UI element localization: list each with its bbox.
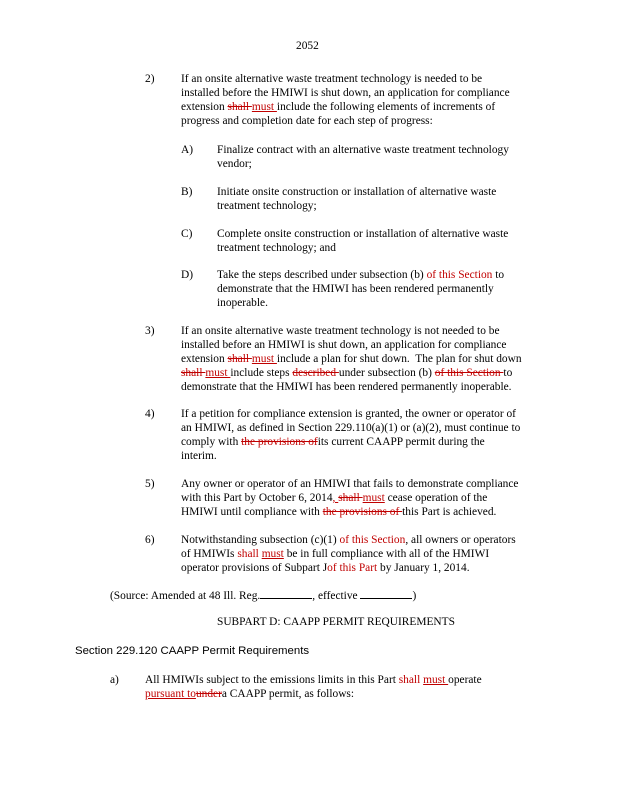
text-segment: cease operation of the — [384, 492, 488, 504]
deleted-text: the provisions of — [322, 506, 403, 518]
text-segment: demonstrate that the HMIWI has been rendered permanently inoperable. — [181, 381, 512, 393]
list-item-number: 3) — [145, 325, 155, 337]
text-segment: inoperable. — [217, 297, 268, 309]
inserted-text: , — [332, 492, 339, 504]
text-segment: interim. — [181, 450, 217, 462]
text-line — [181, 352, 522, 366]
amended-text: of this Part — [327, 562, 378, 574]
list-item-text — [217, 268, 504, 310]
subpart-heading: SUBPART D: CAAPP PERMIT REQUIREMENTS — [217, 616, 455, 628]
inserted-text: must — [251, 353, 277, 365]
text-segment: extension — [181, 101, 228, 113]
text-segment: Finalize contract with an alternative waste treatment technology — [217, 144, 509, 156]
deleted-text: of this Section — [434, 367, 504, 379]
text-segment: comply with — [181, 436, 242, 448]
text-line — [181, 100, 510, 114]
amended-text: of this Section — [426, 269, 493, 281]
list-item-number: A) — [181, 144, 194, 156]
text-line — [181, 421, 520, 435]
inserted-text: must — [251, 101, 277, 113]
text-segment: treatment technology; and — [217, 242, 336, 254]
section-heading: Section 229.120 CAAPP Permit Requirements — [75, 645, 310, 657]
list-item-number: C) — [181, 228, 193, 240]
inserted-text: pursuant to — [145, 688, 196, 700]
text-line — [181, 338, 522, 352]
text-segment: All HMIWIs subject to the emissions limits in this Part — [145, 674, 399, 686]
text-segment: Any owner or operator of an HMIWI that fails to demonstrate compliance — [181, 478, 519, 490]
text-segment: under subsection (b) — [338, 367, 435, 379]
text-line — [217, 227, 508, 241]
text-segment: of HMIWIs — [181, 548, 238, 560]
item-a-text — [145, 673, 482, 701]
deleted-text: shall — [227, 353, 252, 365]
text-segment: include steps — [230, 367, 293, 379]
list-item-number: 5) — [145, 478, 155, 490]
list-item-number: 2) — [145, 73, 155, 85]
deleted-text: the provisions of — [241, 436, 318, 448]
list-item-text — [217, 185, 496, 213]
effective-date-blank — [360, 587, 412, 599]
text-segment: , all owners or operators — [405, 534, 516, 546]
amended-text: of this Section — [339, 534, 406, 546]
text-segment: treatment technology; — [217, 200, 317, 212]
text-line — [217, 268, 504, 282]
text-line — [217, 185, 496, 199]
inserted-text: must — [261, 548, 284, 560]
text-segment: to — [492, 269, 505, 281]
text-line — [145, 687, 482, 701]
text-line — [181, 380, 522, 394]
list-item-number: 6) — [145, 534, 155, 546]
text-line — [181, 114, 510, 128]
text-line — [181, 449, 520, 463]
deleted-text: shall — [181, 367, 206, 379]
text-line — [217, 296, 504, 310]
list-item-text — [181, 324, 522, 394]
list-item-number: 4) — [145, 408, 155, 420]
text-line — [217, 241, 508, 255]
text-line — [181, 72, 510, 86]
deleted-text: shall — [227, 101, 252, 113]
source-text-after: ) — [412, 590, 417, 602]
list-item-text — [181, 72, 510, 128]
text-line — [181, 561, 516, 575]
deleted-text: shall — [338, 492, 363, 504]
text-line — [181, 435, 520, 449]
inserted-text: must — [362, 492, 385, 504]
deleted-text: described — [292, 367, 339, 379]
text-line — [181, 407, 520, 421]
text-segment: HMIWI until compliance with — [181, 506, 323, 518]
amended-text: shall — [398, 674, 424, 686]
text-line — [217, 157, 509, 171]
list-item-number: B) — [181, 186, 193, 198]
source-text-before: (Source: Amended at 48 Ill. Reg. — [110, 590, 261, 602]
inserted-text: must — [205, 367, 231, 379]
text-segment: to — [503, 367, 513, 379]
text-line — [181, 477, 519, 491]
item-a-number: a) — [110, 674, 119, 686]
list-item-text — [181, 407, 520, 463]
text-line — [145, 673, 482, 687]
source-text-middle: , effective — [312, 590, 361, 602]
page-number: 2052 — [296, 40, 319, 52]
text-segment: Take the steps described under subsection (b) — [217, 269, 427, 281]
text-segment: demonstrate that the HMIWI has been rendered permanently — [217, 283, 494, 295]
text-line — [181, 547, 516, 561]
text-segment: If a petition for compliance extension is granted, the owner or operator of — [181, 408, 516, 420]
text-segment: If an onsite alternative waste treatment technology is needed to be — [181, 73, 483, 85]
text-segment: Complete onsite construction or installation of alternative waste — [217, 228, 509, 240]
text-segment: installed before the HMIWI is shut down, an application for compliance — [181, 87, 510, 99]
text-segment: its current CAAPP permit during the — [317, 436, 485, 448]
text-segment: extension — [181, 353, 228, 365]
text-segment: a CAAPP permit, as follows: — [221, 688, 355, 700]
text-segment: by January 1, 2014. — [377, 562, 470, 574]
text-line — [181, 86, 510, 100]
text-line — [181, 505, 519, 519]
text-line — [181, 324, 522, 338]
list-item-text — [217, 227, 508, 255]
text-segment: vendor; — [217, 158, 252, 170]
text-segment: include the following elements of increments of — [276, 101, 496, 113]
text-segment: with this Part by October 6, 2014 — [181, 492, 333, 504]
text-segment: this Part is achieved. — [402, 506, 497, 518]
text-line — [217, 282, 504, 296]
text-line — [181, 533, 516, 547]
inserted-text: must — [423, 674, 449, 686]
text-segment: If an onsite alternative waste treatment technology is not needed to be — [181, 325, 500, 337]
list-item-text — [181, 533, 516, 575]
text-line — [181, 491, 519, 505]
text-line — [217, 199, 496, 213]
text-segment: Initiate onsite construction or installation of alternative waste — [217, 186, 497, 198]
list-item-text — [217, 143, 509, 171]
amended-text: shall — [237, 548, 262, 560]
text-segment: operate — [448, 674, 482, 686]
text-segment: progress and completion date for each step of progress: — [181, 115, 433, 127]
text-line — [217, 143, 509, 157]
source-note — [110, 587, 416, 603]
text-segment: operator provisions of Subpart J — [181, 562, 328, 574]
text-segment: an HMIWI, as defined in Section 229.110(a)(1) or (a)(2), must continue to — [181, 422, 521, 434]
text-segment: installed before an HMIWI is shut down, an application for compliance — [181, 339, 507, 351]
list-item-number: D) — [181, 269, 194, 281]
text-segment: Notwithstanding subsection (c)(1) — [181, 534, 340, 546]
list-item-text — [181, 477, 519, 519]
text-segment: include a plan for shut down. The plan for shut down — [276, 353, 522, 365]
deleted-text: under — [195, 688, 222, 700]
register-blank — [260, 587, 312, 599]
text-segment: be in full compliance with all of the HMIWI — [283, 548, 490, 560]
text-line — [181, 366, 522, 380]
